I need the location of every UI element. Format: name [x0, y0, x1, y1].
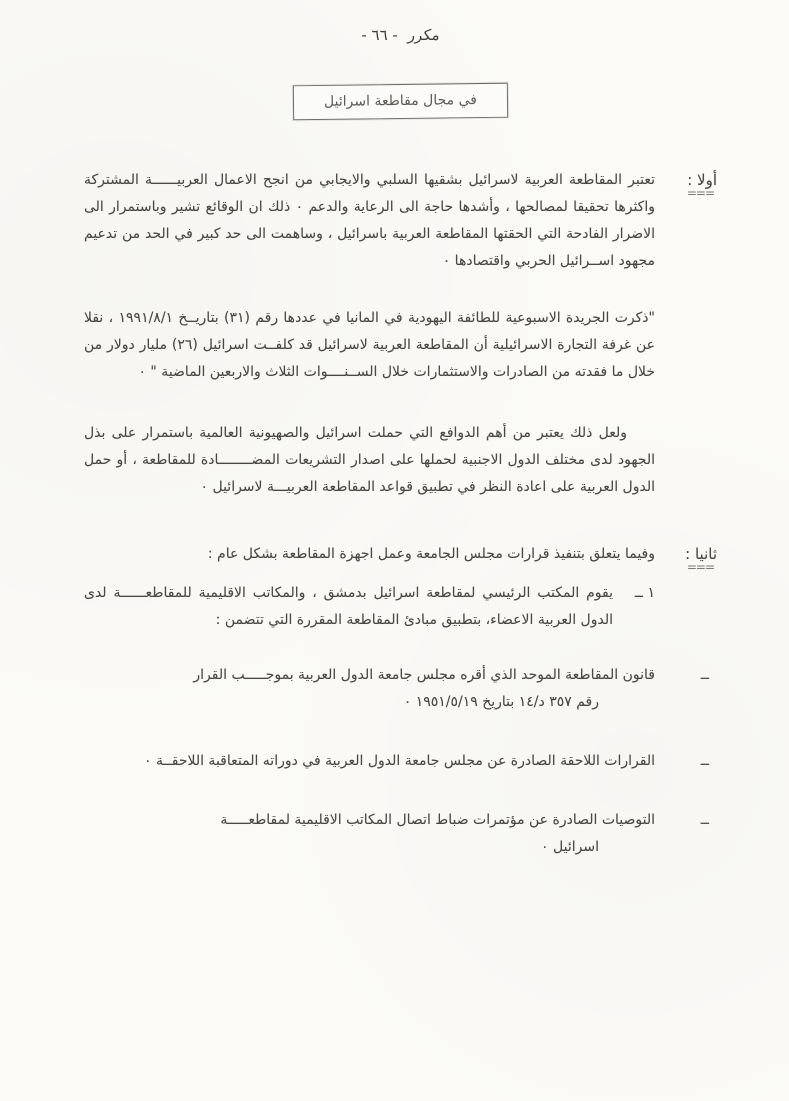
section-second-marker-col: [655, 541, 717, 572]
page-number: - ٦٦ -: [361, 26, 398, 44]
numbered-item-1-number: ١ ــ: [634, 585, 655, 601]
dash-item-boycott-law-text: قانون المقاطعة الموحد الذي أقره مجلس جامعة الدول العربية بموجـــــب القرار رقم ٣٥٧ د/١٤ بتاريخ ١٩٥١/٥/١٩ ٠: [193, 667, 655, 710]
page-number-note: مكرر: [406, 26, 441, 44]
boxed-title-text: في مجال مقاطعة اسرائيل: [323, 92, 478, 110]
title-box-wrap: [84, 84, 717, 119]
section-first-marker: أولا :: [687, 171, 717, 189]
section-second: [84, 541, 717, 893]
dash-item-subsequent-resolutions: [84, 748, 709, 775]
document-body: [84, 167, 717, 893]
section-first: [84, 167, 717, 531]
numbered-item-1-text: يقوم المكتب الرئيسي لمقاطعة اسرائيل بدمشق ، والمكاتب الاقليمية للمقاطعــــــة لدى الدول العربية الاعضاء، بتطبيق مبادئ المقاطعة المقررة التي تتضمن :: [84, 585, 613, 628]
numbered-item-1: [84, 580, 655, 634]
section-second-marker: ثانيا :: [685, 545, 717, 563]
dash-marker: ــ: [700, 753, 709, 769]
dash-item-subsequent-resolutions-text: القرارات اللاحقة الصادرة عن مجلس جامعة الدول العربية في دوراته المتعاقبة اللاحقــة ٠: [144, 753, 655, 769]
boxed-title: [293, 83, 508, 121]
dash-item-boycott-law: [84, 662, 709, 716]
paragraph-newspaper-quote: "ذكرت الجريدة الاسبوعية للطائفة اليهودية في المانيا في عددها رقم (٣١) بتاريــخ ١٩٩١/٨/١ ، نقلا عن غرفة التجارة الاسرائيلية أن المقاطعة العربية لاسرائيل قد كلفــت اسرائيل (٢٦) مليار دولار من خلال ما فقدته من الصادرات والاستثمارات خلال الســنــــوات الثلاث والاربعين الماضية " ٠: [84, 310, 656, 380]
dash-item-recommendations: [84, 807, 709, 861]
dash-marker: ــ: [700, 667, 709, 683]
dash-marker: ــ: [700, 812, 709, 828]
page-header: [84, 26, 717, 44]
paragraph-second-intro: وفيما يتعلق بتنفيذ قرارات مجلس الجامعة وعمل اجهزة المقاطعة بشكل عام :: [207, 546, 655, 562]
section-second-marker-underline: ===: [686, 560, 714, 574]
dash-item-recommendations-text: التوصيات الصادرة عن مؤتمرات ضباط اتصال المكاتب الاقليمية لمقاطعـــــة اسرائيل ٠: [220, 812, 655, 855]
section-first-marker-underline: ===: [686, 186, 714, 200]
section-first-body: [84, 167, 655, 531]
paragraph-motives: ولعل ذلك يعتبر من أهم الدوافع التي حملت اسرائيل والصهيونية العالمية باستمرار على بذل الجهود لدى مختلف الدول الاجنبية لحملها على اصدار التشريعات المضــــــــادة للمقاطعة ، أو حمل الدول العربية على اعادة النظر في تطبيق قواعد المقاطعة العربيـــة لاسرائيل ٠: [84, 425, 655, 495]
section-first-marker-col: [655, 167, 717, 198]
paragraph-boycott-overview: تعتبر المقاطعة العربية لاسرائيل بشقيها السلبي والايجابي من انجح الاعمال العربيــــــة المشتركة واكثرها تحقيقا لمصالحها ، وأشدها حاجة الى الرعاية والدعم ٠ ذلك ان الوقائع تشير وباستمرار الى الاضرار الفادحة التي الحقتها المقاطعة العربية باسرائيل ، وساهمت الى حد كبير في الحد من تدعيم مجهود اســرائيل الحربي واقتصادها ٠: [84, 172, 655, 269]
